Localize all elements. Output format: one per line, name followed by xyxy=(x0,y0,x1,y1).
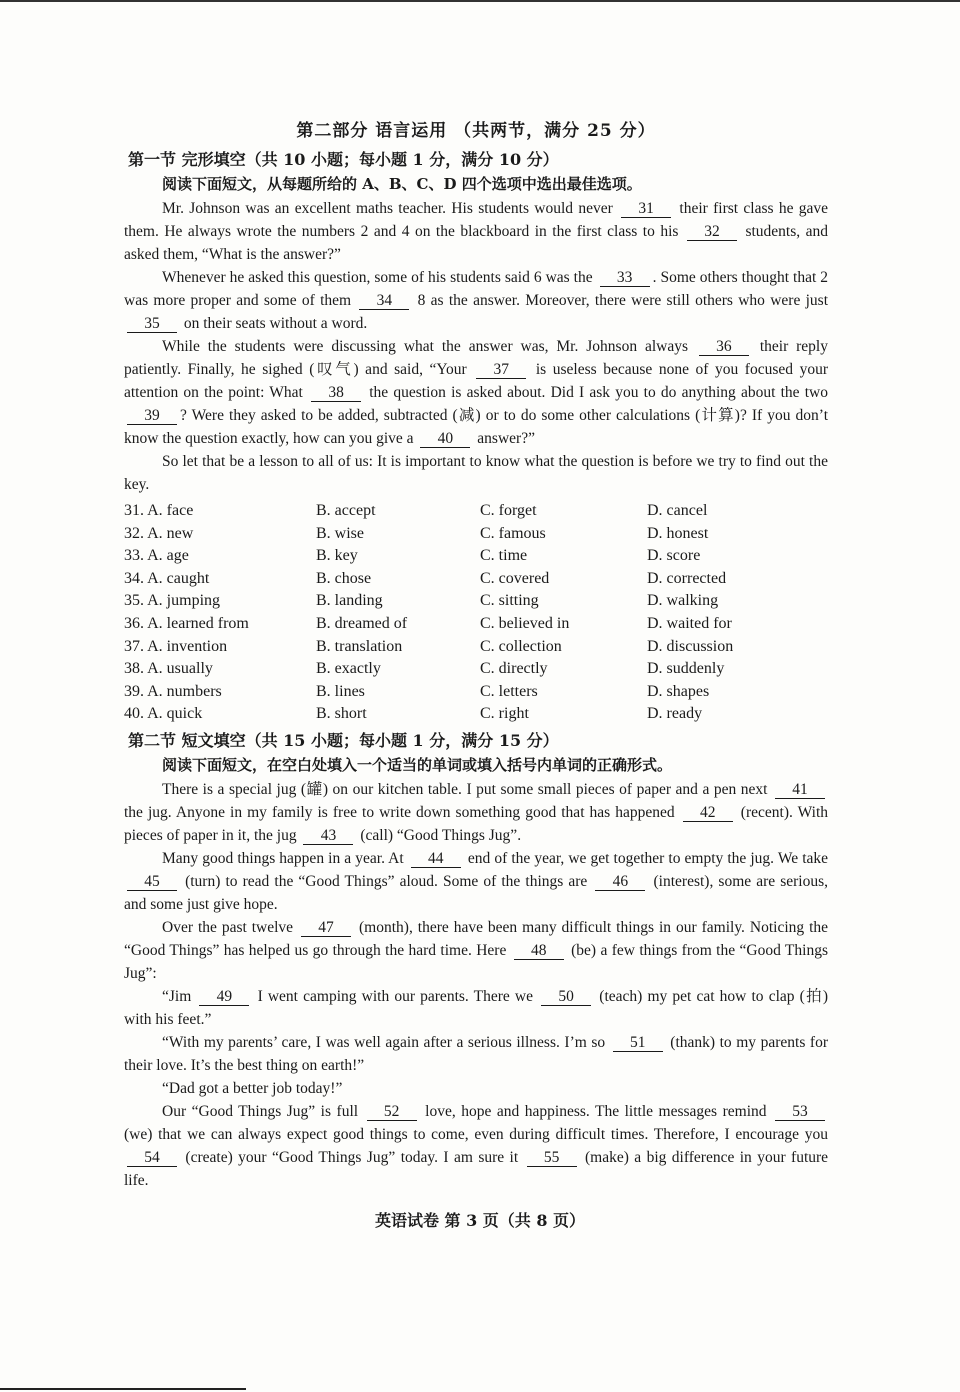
option-a: 35. A. jumping xyxy=(124,592,221,610)
section2-instruction: 阅读下面短文，在空白处填入一个适当的单词或填入括号内单词的正确形式。 xyxy=(162,755,673,774)
blank-52: 52 xyxy=(367,1103,417,1121)
option-row xyxy=(124,545,828,568)
option-d: D. score xyxy=(647,547,701,565)
blank-31: 31 xyxy=(621,200,671,218)
blank-37: 37 xyxy=(476,361,526,379)
option-b: B. lines xyxy=(316,682,365,700)
option-b: B. wise xyxy=(316,524,364,542)
option-row xyxy=(124,703,828,726)
cloze-paragraph-4: So let that be a lesson to all of us: It is important to know what the question is before we try to find out the key. xyxy=(124,453,828,493)
option-c: C. forget xyxy=(480,502,537,519)
option-b: B. chose xyxy=(316,569,372,587)
option-a: 33. A. age xyxy=(124,547,189,565)
gapfill-paragraph-6: “Dad got a better job today!” xyxy=(162,1079,343,1097)
option-row xyxy=(124,681,828,704)
option-d: D. ready xyxy=(647,705,703,723)
option-d: D. walking xyxy=(647,592,719,610)
option-b: B. short xyxy=(316,705,367,723)
blank-47: 47 xyxy=(301,919,351,937)
page-footer: 英语试卷 第 3 页（共 8 页） xyxy=(374,1211,586,1230)
option-a: 38. A. usually xyxy=(124,660,213,678)
option-c: C. time xyxy=(480,547,528,565)
option-row xyxy=(124,523,828,546)
blank-40: 40 xyxy=(420,430,470,448)
option-b: B. translation xyxy=(316,637,403,655)
option-row xyxy=(124,568,828,591)
option-row xyxy=(124,590,828,613)
blank-35: 35 xyxy=(127,315,177,333)
option-b: B. dreamed of xyxy=(316,614,408,632)
page-content xyxy=(124,116,828,1192)
blank-54: 54 xyxy=(127,1149,177,1167)
blank-41: 41 xyxy=(775,781,825,799)
option-b: B. landing xyxy=(316,592,383,610)
gapfill-paragraph-7: Our “Good Things Jug” is full 52 love, hope and happiness. The little messages remind 53 (we) that we can always expect good things to come, even during difficult times. Therefore, I encourage you 54 (create) your “Good Things Jug” today. I am sure it 55 (make) a big difference in your future life. xyxy=(124,1102,829,1189)
bottom-edge-line xyxy=(0,1388,246,1390)
option-b: B. key xyxy=(316,547,358,565)
option-b: B. accept xyxy=(316,502,376,519)
blank-36: 36 xyxy=(699,338,749,356)
top-edge-line xyxy=(0,0,960,2)
blank-44: 44 xyxy=(411,850,461,868)
blank-34: 34 xyxy=(359,292,409,310)
blank-51: 51 xyxy=(613,1034,663,1052)
blank-45: 45 xyxy=(127,873,177,891)
option-c: C. believed in xyxy=(480,614,570,632)
option-a: 37. A. invention xyxy=(124,637,228,655)
blank-49: 49 xyxy=(199,988,249,1006)
blank-46: 46 xyxy=(595,873,645,891)
option-row xyxy=(124,658,828,681)
option-c: C. letters xyxy=(480,682,538,700)
blank-33: 33 xyxy=(600,269,650,287)
blank-32: 32 xyxy=(687,223,737,241)
option-a: 31. A. face xyxy=(124,502,194,519)
option-d: D. honest xyxy=(647,524,709,542)
cloze-paragraph-1: Mr. Johnson was an excellent maths teacher. His students would never 31 their first class he gave them. He always wrote the numbers 2 and 4 on the blackboard in the first class to his 32 students, and asked them, “What is the answer?” xyxy=(124,200,829,263)
option-row xyxy=(124,500,828,523)
option-d: D. discussion xyxy=(647,637,734,655)
gapfill-paragraph-4: “Jim 49 I went camping with our parents. There we 50 (teach) my pet cat how to clap (拍) with his feet.” xyxy=(124,987,829,1028)
option-d: D. corrected xyxy=(647,569,727,587)
section1-title: 第一节 完形填空（共 10 小题；每小题 1 分，满分 10 分） xyxy=(128,150,559,169)
part-title: 第二部分 语言运用 （共两节，满分 25 分） xyxy=(296,121,656,141)
option-a: 39. A. numbers xyxy=(124,682,222,700)
blank-50: 50 xyxy=(541,988,591,1006)
option-d: D. suddenly xyxy=(647,660,725,678)
option-d: D. shapes xyxy=(647,682,710,700)
cloze-paragraph-3: While the students were discussing what the answer was, Mr. Johnson always 36 their reply patiently. Finally, he sighed (叹气) and said, “Your 37 is useless because none of you focused your attention on the point: What 38 the question is asked about. Did I ask you to do anything about the two 39 ? Were they asked to be added, subtracted (减) or to do some other calculations (计算)? If you don’t know the question exactly, how can you give a 40 answer?” xyxy=(124,338,828,447)
gapfill-paragraph-3: Over the past twelve 47 (month), there have been many difficult things in our family. Noticing the “Good Things” has helped us go through the hard time. Here 48 (be) a few things from the “Good Things Jug”: xyxy=(124,918,829,982)
section1-instruction: 阅读下面短文，从每题所给的 A、B、C、D 四个选项中选出最佳选项。 xyxy=(162,175,642,193)
option-row xyxy=(124,613,828,636)
option-c: C. famous xyxy=(480,524,546,542)
blank-43: 43 xyxy=(303,827,353,845)
option-d: D. cancel xyxy=(647,502,708,519)
blank-48: 48 xyxy=(514,942,564,960)
gapfill-paragraph-5: “With my parents’ care, I was well again after a serious illness. I’m so 51 (thank) to my parents for their love. It’s the best thing on earth!” xyxy=(124,1033,828,1074)
option-a: 36. A. learned from xyxy=(124,614,249,632)
option-a: 32. A. new xyxy=(124,524,194,542)
option-c: C. covered xyxy=(480,569,550,587)
blank-38: 38 xyxy=(311,384,361,402)
blank-53: 53 xyxy=(775,1103,825,1121)
gapfill-paragraph-2: Many good things happen in a year. At 44 end of the year, we get together to empty the jug. We take 45 (turn) to read the “Good Things” aloud. Some of the things are 46 (interest), some are serious, and some just give hope. xyxy=(124,849,829,913)
option-c: C. directly xyxy=(480,660,548,678)
option-row xyxy=(124,636,828,659)
option-a: 34. A. caught xyxy=(124,569,210,587)
cloze-paragraph-2: Whenever he asked this question, some of his students said 6 was the 33 . Some others thought that 2 was more proper and some of them 34 8 as the answer. Moreover, there were still others who were just 35 on their seats without a word. xyxy=(124,269,828,332)
option-d: D. waited for xyxy=(647,614,732,632)
blank-55: 55 xyxy=(527,1149,577,1167)
option-c: C. sitting xyxy=(480,592,539,610)
option-b: B. exactly xyxy=(316,660,381,678)
option-c: C. right xyxy=(480,705,529,723)
cloze-options xyxy=(124,500,828,726)
blank-42: 42 xyxy=(683,804,733,822)
section2-title: 第二节 短文填空（共 15 小题；每小题 1 分，满分 15 分） xyxy=(128,730,559,750)
gapfill-paragraph-1: There is a special jug (罐) on our kitchen table. I put some small pieces of paper and a pen next 41 the jug. Anyone in my family is free to write down something good that has happened 42 (recent). With pieces of paper in it, the jug 43 (call) “Good Things Jug”. xyxy=(124,780,829,844)
blank-39: 39 xyxy=(127,407,177,425)
option-a: 40. A. quick xyxy=(124,705,203,723)
option-c: C. collection xyxy=(480,637,562,655)
